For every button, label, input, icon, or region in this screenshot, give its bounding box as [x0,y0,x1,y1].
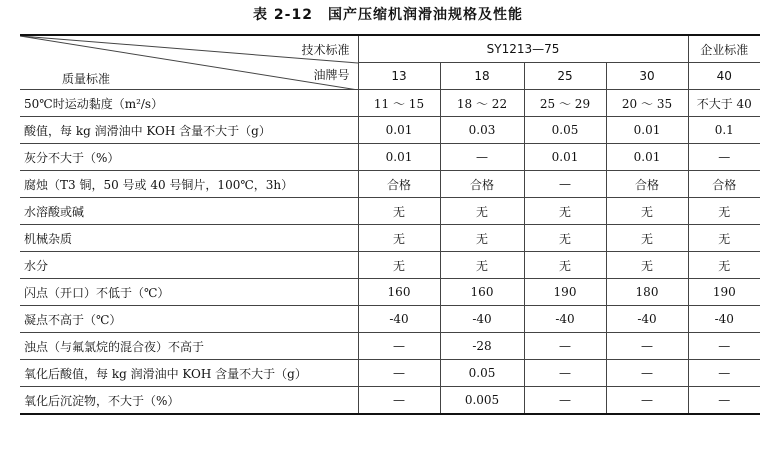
grade-header: 40 [688,63,760,90]
value-cell: — [688,333,760,360]
value-cell: 无 [524,252,606,279]
value-cell: 180 [606,279,688,306]
value-cell: 无 [440,252,524,279]
value-cell: 0.01 [358,144,440,171]
property-label: 灰分不大于（%） [20,144,358,171]
property-label: 氧化后酸值，每 kg 润滑油中 KOH 含量不大于（g） [20,360,358,387]
value-cell: — [358,360,440,387]
table-row [20,333,760,360]
value-cell: 无 [524,198,606,225]
value-cell: 0.01 [358,117,440,144]
grade-header: 25 [524,63,606,90]
table-row [20,90,760,117]
oil-spec-table [20,34,760,415]
property-label: 水溶酸或碱 [20,198,358,225]
header-row-1 [20,35,760,63]
property-label: 氧化后沉淀物，不大于（%） [20,387,358,415]
value-cell: 无 [358,198,440,225]
value-cell: 160 [358,279,440,306]
value-cell: 18 ～ 22 [440,90,524,117]
value-cell: — [688,360,760,387]
table-row [20,279,760,306]
value-cell: 11 ～ 15 [358,90,440,117]
value-cell: 合格 [358,171,440,198]
value-cell: 无 [688,225,760,252]
value-cell: 0.1 [688,117,760,144]
value-cell: 无 [688,252,760,279]
value-cell: 0.05 [524,117,606,144]
property-label: 酸值，每 kg 润滑油中 KOH 含量不大于（g） [20,117,358,144]
oil-grade-label: 油牌号 [313,68,350,82]
value-cell: 无 [688,198,760,225]
value-cell: — [606,387,688,415]
value-cell: 20 ～ 35 [606,90,688,117]
diagonal-header-cell [20,35,358,90]
table-row [20,225,760,252]
tech-standard-label: 技术标准 [301,43,350,57]
property-label: 腐烛（T3 铜，50 号或 40 号铜片，100℃，3h） [20,171,358,198]
property-label: 凝点不高于（℃） [20,306,358,333]
value-cell: — [440,144,524,171]
value-cell: — [606,360,688,387]
grade-header: 18 [440,63,524,90]
grade-header: 13 [358,63,440,90]
value-cell: — [688,144,760,171]
table-row [20,252,760,279]
value-cell: 无 [606,198,688,225]
table-caption: 表 2-12 国产压缩机润滑油规格及性能 [253,7,523,23]
enterprise-standard-header: 企业标准 [688,35,760,63]
value-cell: — [524,333,606,360]
value-cell: 0.03 [440,117,524,144]
table-row [20,144,760,171]
value-cell: 合格 [440,171,524,198]
grade-header: 30 [606,63,688,90]
table-row [20,387,760,415]
value-cell: 无 [440,225,524,252]
value-cell: — [606,333,688,360]
value-cell: — [358,387,440,415]
value-cell: -40 [688,306,760,333]
value-cell: -40 [358,306,440,333]
property-label: 浊点（与氟氯烷的混合夜）不高于 [20,333,358,360]
property-label: 水分 [20,252,358,279]
value-cell: -40 [524,306,606,333]
table-row [20,306,760,333]
value-cell: — [524,387,606,415]
value-cell: -40 [606,306,688,333]
value-cell: — [524,171,606,198]
table-row [20,171,760,198]
property-label: 闪点（开口）不低于（℃） [20,279,358,306]
value-cell: 无 [358,252,440,279]
value-cell: 无 [606,225,688,252]
value-cell: 合格 [606,171,688,198]
value-cell: 0.05 [440,360,524,387]
value-cell: 无 [524,225,606,252]
table-row [20,117,760,144]
value-cell: 0.01 [606,117,688,144]
value-cell: 190 [524,279,606,306]
table-row [20,360,760,387]
property-label: 50℃时运动黏度（m²/s） [20,90,358,117]
value-cell: 0.01 [524,144,606,171]
table-row [20,198,760,225]
value-cell: 25 ～ 29 [524,90,606,117]
value-cell: 190 [688,279,760,306]
value-cell: -28 [440,333,524,360]
value-cell: — [688,387,760,415]
value-cell: 0.005 [440,387,524,415]
sy-standard-header: SY1213—75 [358,35,688,63]
value-cell: 无 [606,252,688,279]
value-cell: 合格 [688,171,760,198]
value-cell: 不大于 40 [688,90,760,117]
value-cell: 0.01 [606,144,688,171]
value-cell: 无 [440,198,524,225]
value-cell: — [524,360,606,387]
value-cell: 无 [358,225,440,252]
property-label: 机械杂质 [20,225,358,252]
value-cell: — [358,333,440,360]
value-cell: 160 [440,279,524,306]
value-cell: -40 [440,306,524,333]
quality-standard-label: 质量标准 [62,72,111,86]
